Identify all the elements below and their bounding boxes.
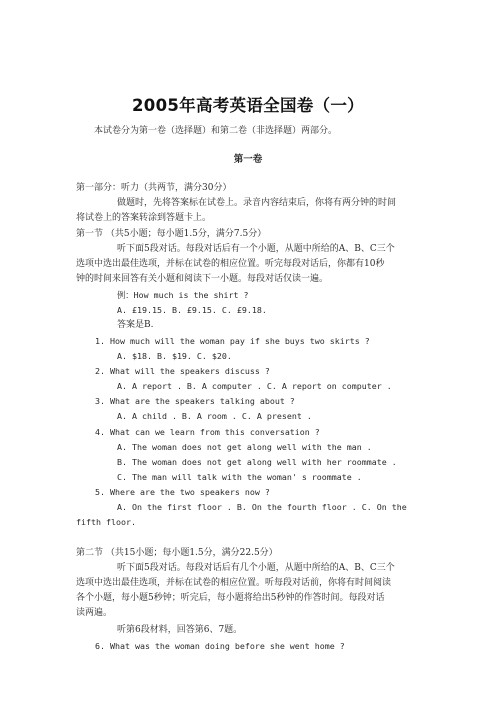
question-options: A. A report . B. A computer . C. A report on computer .	[117, 381, 392, 391]
section-two-instruction: 听下面5段对话。每段对话后有几个小题，从题中所给的A、B、C三个	[117, 563, 395, 573]
question-options: A. $18. B. $19. C. $20.	[117, 351, 232, 361]
question-options: A. On the first floor . B. On the fourth floor . C. On the	[117, 502, 407, 512]
question-text: 5. Where are the two speakers now ?	[95, 487, 270, 497]
question-option: A. The woman does not get along well with the man .	[117, 442, 372, 452]
section-two-instruction: 选项中选出最佳选项，并标在试卷的相应位置。听每段对话前，你将有时间阅读	[76, 578, 392, 588]
part-one-instruction: 做题时，先将答案标在试卷上。录音内容结束后，你将有两分钟的时间	[117, 198, 397, 208]
material-instruction: 听第6段材料，回答第6、7题。	[117, 625, 243, 635]
example-question: 例：How much is the shirt ?	[117, 290, 249, 300]
question-text: 2. What will the speakers discuss ?	[95, 366, 270, 376]
page-title: 2005年高考英语全国卷（一）	[132, 96, 364, 115]
question-options: A. A child . B. A room . C. A present .	[117, 411, 312, 421]
section-two-instruction: 各个小题，每小题5秒钟；听完后，每小题将给出5秒钟的作答时间。每段对话	[76, 593, 385, 603]
part-one-instruction: 将试卷上的答案转涂到答题卡上。	[76, 213, 212, 223]
question-option: C. The man will talk with the woman' s roommate .	[117, 472, 362, 482]
part-one-heading: 第一部分：听力（共两节，满分30分）	[76, 183, 232, 193]
question-options-continued: fifth floor.	[76, 517, 136, 527]
question-text: 1. How much will the woman pay if she buys two skirts ?	[95, 336, 370, 346]
section-one-instruction: 钟的时间来回答有关小题和阅读下一小题。每段对话仅读一遍。	[76, 274, 329, 284]
section-one-heading: 第一节 （共5小题；每小题1.5分，满分7.5分）	[76, 229, 267, 239]
question-text: 4. What can we learn from this conversation ?	[95, 427, 320, 437]
section-one-instruction: 选项中选出最佳选项，并标在试卷的相应位置。听完每段对话后，你都有10秒	[76, 259, 385, 269]
example-options: A. £19.15. B. £9.15. C. £9.18.	[117, 305, 267, 315]
intro-text: 本试卷分为第一卷（选择题）和第二卷（非选择题）两部分。	[94, 126, 338, 136]
section-one-instruction: 听下面5段对话。每段对话后有一个小题，从题中所给的A、B、C三个	[117, 244, 395, 254]
question-option: B. The woman does not get along well with her roommate .	[117, 457, 397, 467]
example-answer: 答案是B.	[117, 320, 154, 330]
section-two-heading: 第二节 （共15小题；每小题1.5分，满分22.5分）	[76, 548, 278, 558]
question-text: 3. What are the speakers talking about ?	[95, 396, 295, 406]
question-text: 6. What was the woman doing before she went home ?	[95, 641, 345, 651]
section-two-instruction: 读两遍。	[76, 608, 113, 618]
volume-heading: 第一卷	[233, 154, 263, 165]
